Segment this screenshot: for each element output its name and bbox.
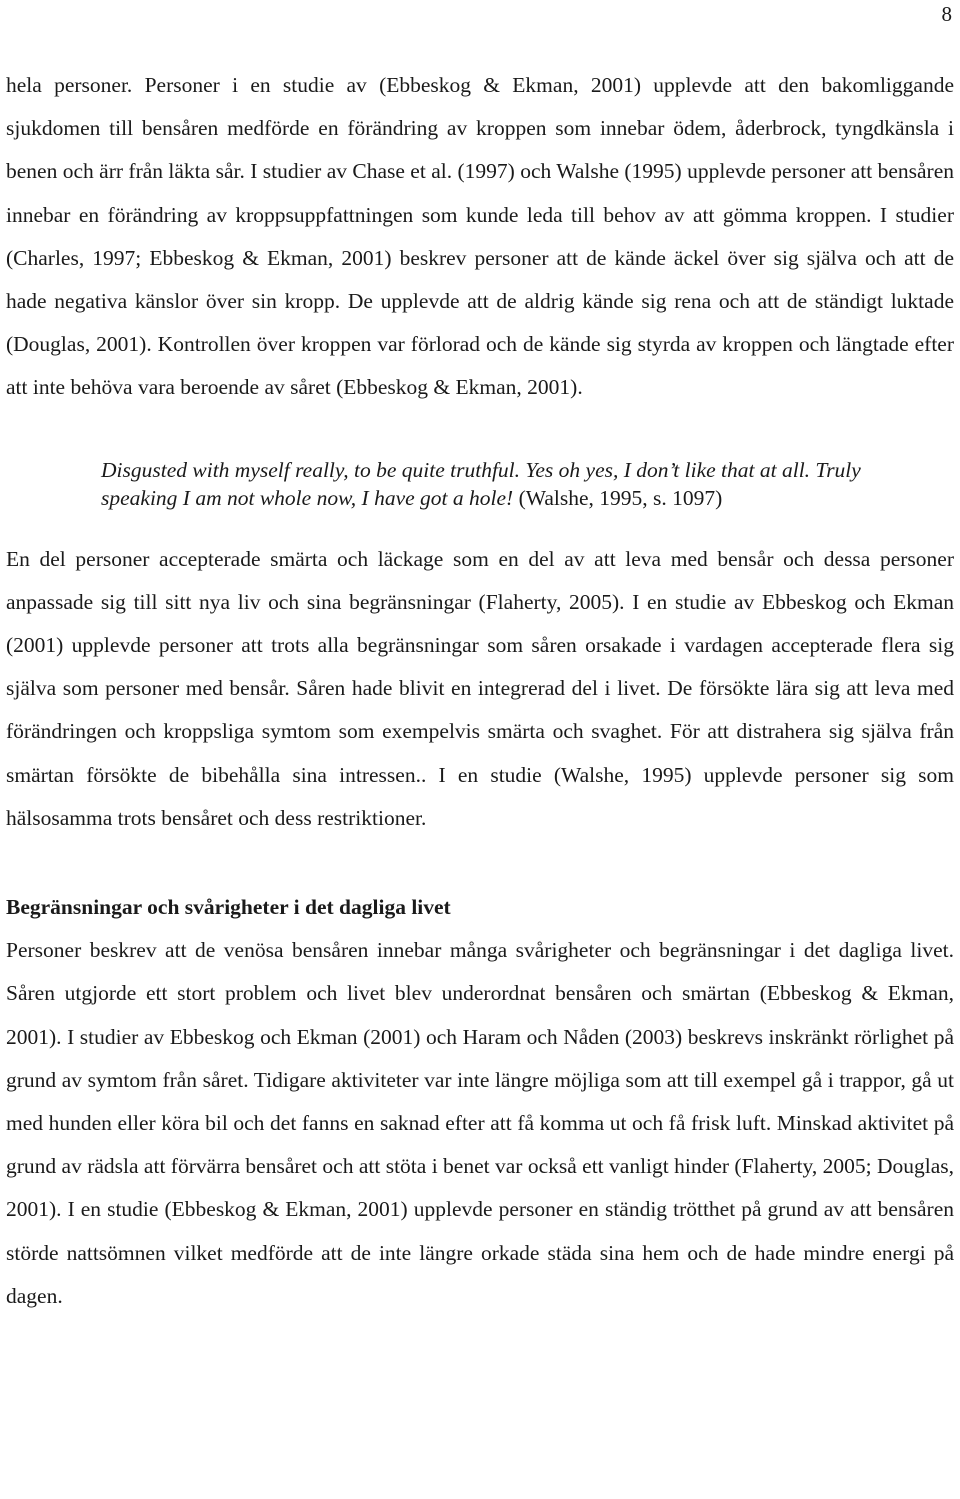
page-number: 8 bbox=[941, 2, 952, 26]
quote-text: Disgusted with myself really, to be quite truthful. Yes oh yes, I don’t like that at all. Truly speaking I am not whole now, I have got a hole! bbox=[101, 457, 861, 510]
block-quote bbox=[101, 456, 861, 512]
paragraph-acceptance: En del personer accepterade smärta och läckage som en del av att leva med bensår och dessa personer anpassade sig till sitt nya liv och sina begränsningar (Flaherty, 2005). I en studie av Ebbeskog och Ekman (2001) upplevde personer att trots alla begränsningar som såren orsakade i vardagen accepterade flera sig själva som personer med bensår. Såren hade blivit en integrerad del i livet. De försökte lära sig att leva med förändringen och kroppsliga symtom som exempelvis smärta och svaghet. För att distrahera sig själva från smärtan försökte de bibehålla sina intressen.. I en studie (Walshe, 1995) upplevde personer sig som hälsosamma trots bensåret och dess restriktioner. bbox=[6, 546, 954, 830]
paragraph-daily-life: Personer beskrev att de venösa bensåren innebar många svårigheter och begränsningar i det dagliga livet. Såren utgjorde ett stort problem och livet blev underordnat bensåren och smärtan (Ebbeskog & Ekman, 2001). I studier av Ebbeskog och Ekman (2001) och Haram och Nåden (2003) beskrevs inskränkt rörlighet på grund av symtom från såret. Tidigare aktiviteter var inte längre möjliga som att till exempel gå i trappor, gå ut med hunden eller köra bil och det fanns en saknad efter att få komma ut och få frisk luft. Minskad aktivitet på grund av rädsla att förvärra bensåret och att stöta i benet var också ett vanligt hinder (Flaherty, 2005; Douglas, 2001). I en studie (Ebbeskog & Ekman, 2001) upplevde personer en ständig trötthet på grund av att bensåren störde nattsömnen vilket medförde att de inte längre orkade städa sina hem och de hade mindre energi på dagen. bbox=[6, 938, 954, 1308]
quote-citation: (Walshe, 1995, s. 1097) bbox=[513, 485, 723, 510]
paragraph-body-image: hela personer. Personer i en studie av (Ebbeskog & Ekman, 2001) upplevde att den bakomliggande sjukdomen till bensåren medförde en förändring av kroppen som innebar ödem, åderbrock, tyngdkänsla i benen och ärr från läkta sår. I studier av Chase et al. (1997) och Walshe (1995) upplevde personer att bensåren innebar en förändring av kroppsuppfattningen som kunde leda till behov av att gömma kroppen. I studier (Charles, 1997; Ebbeskog & Ekman, 2001) beskrev personer att de kände äckel över sig själva och att de hade negativa känslor över sin kropp. De upplevde att de aldrig kände sig rena och att de ständigt luktade (Douglas, 2001). Kontrollen över kroppen var förlorad och de kände sig styrda av kroppen och längtade efter att inte behöva vara beroende av såret (Ebbeskog & Ekman, 2001). bbox=[6, 73, 954, 400]
section-heading: Begränsningar och svårigheter i det dagliga livet bbox=[6, 895, 451, 920]
document-body bbox=[6, 64, 954, 1318]
